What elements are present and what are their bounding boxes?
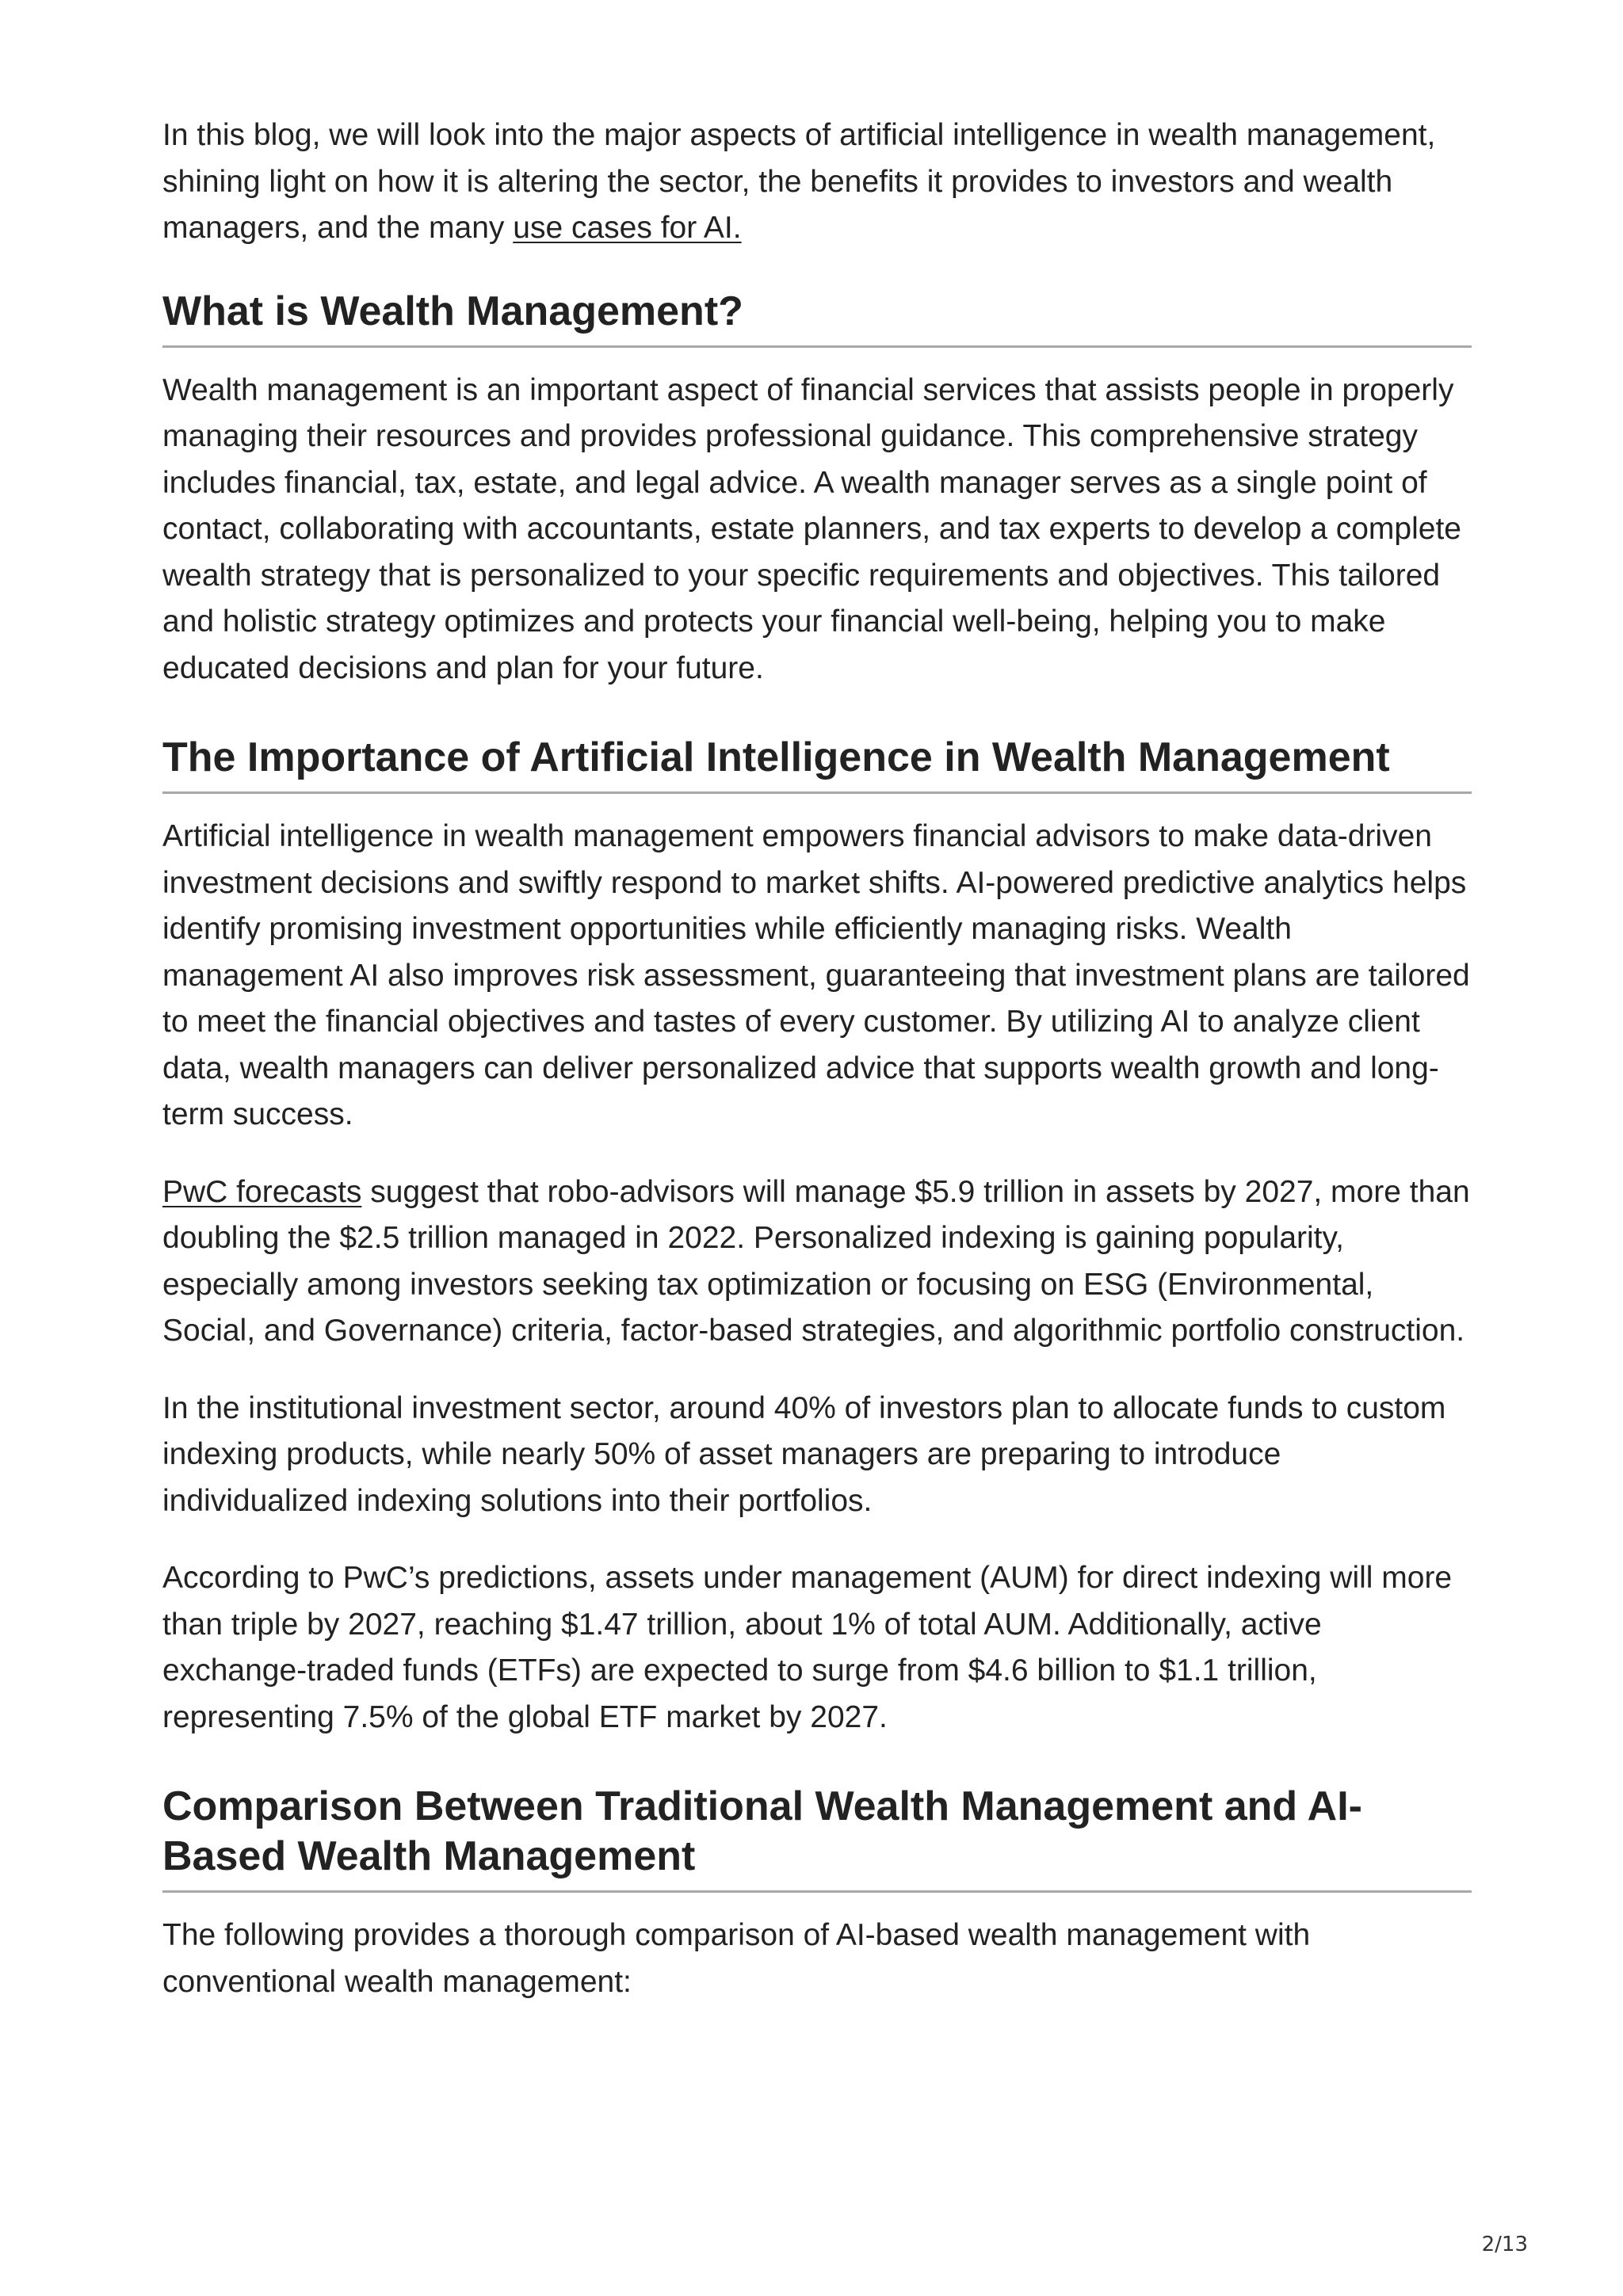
pwc-forecast-paragraph (162, 1169, 1472, 1355)
institutional-paragraph: In the institutional investment sector, around 40% of investors plan to allocate funds to custom indexing products, while nearly 50% of asset managers are preparing to introduce individualized indexing solutions into their portfolios. (162, 1390, 1446, 1518)
use-cases-link[interactable]: use cases for AI. (513, 211, 742, 245)
comparison-intro-paragraph: The following provides a thorough comparison of AI-based wealth management with conventional wealth management: (162, 1918, 1311, 1999)
pwc-forecast-text: suggest that robo-advisors will manage $5.9 trillion in assets by 2027, more than doubling the $2.5 trillion managed in 2022. Personalized indexing is gaining popularity, especially among investors seeking tax optimization or focusing on ESG (Environmental, Social, and Governance) criteria, factor-based strategies, and algorithmic portfolio construction. (162, 1174, 1470, 1348)
document-page (162, 113, 1472, 2036)
pwc-forecasts-link[interactable]: PwC forecasts (162, 1174, 362, 1209)
intro-paragraph (162, 113, 1472, 252)
ai-importance-paragraph: Artificial intelligence in wealth management empowers financial advisors to make data-driven investment decisions and swiftly respond to market shifts. AI-powered predictive analytics helps identify promising investment opportunities while efficiently managing risks. Wealth management AI also improves risk assessment, guaranteeing that investment plans are tailored to meet the financial objectives and tastes of every customer. By utilizing AI to analyze client data, wealth managers can deliver personalized advice that supports wealth growth and long-term success. (162, 819, 1470, 1131)
section-heading-comparison: Comparison Between Traditional Wealth Management and AI-Based Wealth Management (162, 1782, 1472, 1893)
pwc-predictions-paragraph: According to PwC’s predictions, assets under management (AUM) for direct indexing will more than triple by 2027, reaching $1.47 trillion, about 1% of total AUM. Additionally, active exchange-traded funds (ETFs) are expected to surge from $4.6 billion to $1.1 trillion, representing 7.5% of the global ETF market by 2027. (162, 1561, 1453, 1734)
section-heading-ai-importance: The Importance of Artificial Intelligence in Wealth Management (162, 733, 1472, 794)
wealth-management-paragraph: Wealth management is an important aspect of financial services that assists people in properly managing their resources and provides professional guidance. This comprehensive strategy includes financial, tax, estate, and legal advice. A wealth manager serves as a single point of contact, collaborating with accountants, estate planners, and tax experts to develop a complete wealth strategy that is personalized to your specific requirements and objectives. This tailored and holistic strategy optimizes and protects your financial well-being, helping you to make educated decisions and plan for your future. (162, 372, 1461, 685)
section-heading-wealth-management: What is Wealth Management? (162, 287, 1472, 348)
intro-text: In this blog, we will look into the major aspects of artificial intelligence in wealth management, shining light on how it is altering the sector, the benefits it provides to investors and wealth managers, and the many (162, 118, 1436, 245)
page-number: 2/13 (1481, 2233, 1528, 2256)
